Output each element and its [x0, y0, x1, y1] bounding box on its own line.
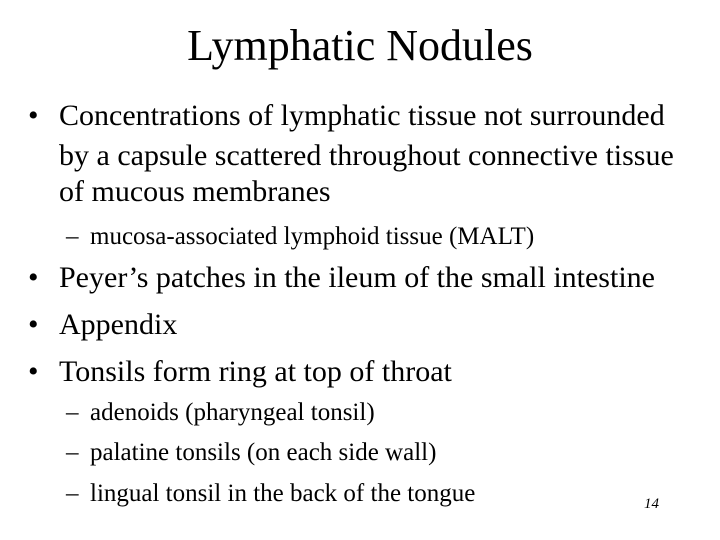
page-number: 14 [644, 496, 659, 512]
list-item-continuation [0, 136, 720, 176]
point4-text: Tonsils form ring at top of throat [59, 355, 452, 388]
dash-glyph: – [66, 399, 79, 426]
sub-list-item [0, 433, 720, 473]
point2-text: Peyer’s patches in the ileum of the small intestine [59, 261, 655, 294]
bullet-glyph: • [28, 355, 39, 388]
list-item [0, 352, 720, 392]
list-item [0, 96, 720, 136]
bullet-glyph: • [28, 308, 39, 341]
point4-sub-2: palatine tonsils (on each side wall) [90, 439, 437, 466]
dash-glyph: – [66, 223, 79, 250]
slide-title: Lymphatic Nodules [187, 21, 533, 70]
point1-line1: Concentrations of lymphatic tissue not surrounded [59, 99, 665, 132]
point1-line3: of mucous membranes [59, 175, 331, 208]
dash-glyph: – [66, 439, 79, 466]
dash-glyph: – [66, 480, 79, 507]
point4-sub-1: adenoids (pharyngeal tonsil) [90, 399, 375, 426]
point1-line2: by a capsule scattered throughout connective tissue [59, 139, 674, 172]
sub-list-item [0, 393, 720, 433]
point3-text: Appendix [59, 308, 178, 341]
point1-sub: mucosa-associated lymphoid tissue (MALT) [90, 223, 535, 250]
point4-sub-3: lingual tonsil in the back of the tongue [90, 480, 476, 507]
sub-list-item [0, 474, 720, 514]
bullet-glyph: • [28, 261, 39, 294]
list-item [0, 258, 720, 298]
list-item [0, 305, 720, 345]
bullet-glyph: • [28, 99, 39, 132]
sub-list-item [0, 217, 720, 257]
list-item-continuation [0, 172, 720, 212]
